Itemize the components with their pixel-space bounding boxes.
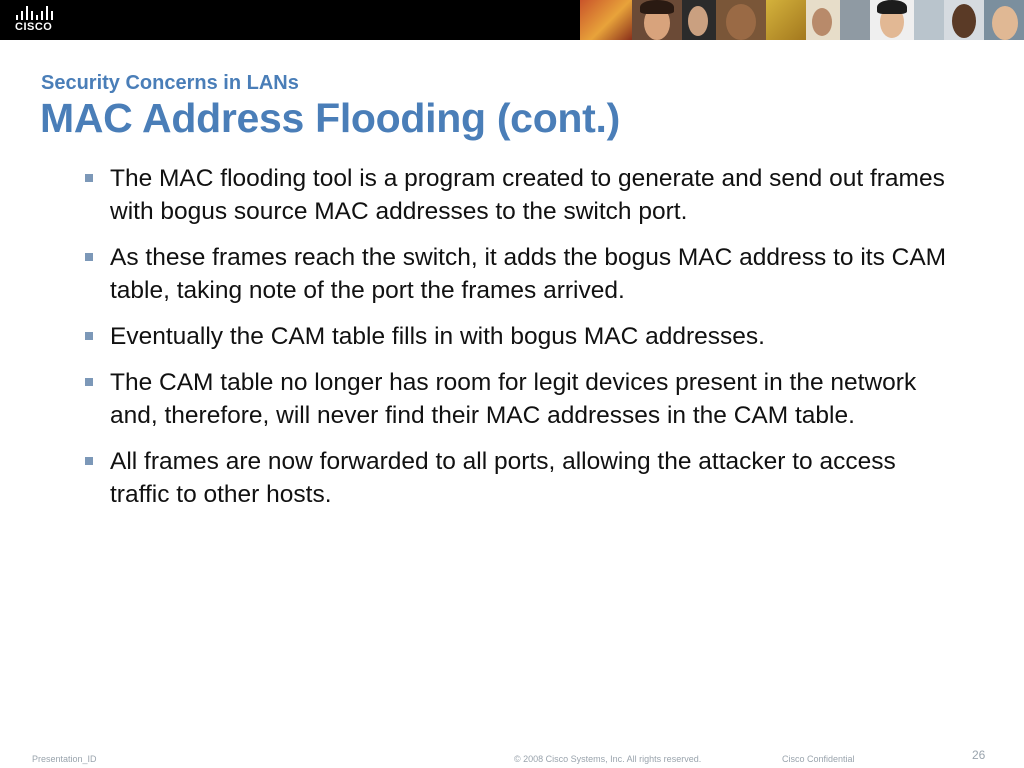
photo-tile [984,0,1024,40]
photo-collage-strip [580,0,1024,40]
cisco-bars-icon [16,6,56,20]
bullet-text: All frames are now forwarded to all ports, allowing the attacker to access traffic to other hosts. [110,448,896,508]
copyright-notice: © 2008 Cisco Systems, Inc. All rights reserved. [514,754,702,764]
square-bullet-icon [85,378,93,386]
bullet-text: The CAM table no longer has room for legit devices present in the network and, therefore, will never find their MAC addresses in the CAM table. [110,369,917,429]
cisco-logo [12,4,64,36]
square-bullet-icon [85,253,93,261]
page-number: 26 [972,748,986,762]
bullet-list [85,162,955,524]
bullet-item [85,320,955,353]
bullet-item [85,162,955,228]
photo-tile [806,0,840,40]
photo-tile [914,0,944,40]
slide-subtitle: Security Concerns in LANs [41,72,299,94]
photo-tile [716,0,766,40]
photo-tile [944,0,984,40]
header-banner [0,0,1024,40]
bullet-item [85,241,955,307]
presentation-id: Presentation_ID [32,754,97,764]
slide-title: MAC Address Flooding (cont.) [40,95,620,141]
square-bullet-icon [85,174,93,182]
bullet-text: The MAC flooding tool is a program created to generate and send out frames with bogus source MAC addresses to the switch port. [110,165,945,225]
square-bullet-icon [85,332,93,340]
photo-tile [840,0,870,40]
photo-tile [870,0,914,40]
bullet-item [85,445,955,511]
bullet-text: Eventually the CAM table fills in with bogus MAC addresses. [110,323,765,350]
bullet-text: As these frames reach the switch, it adds the bogus MAC address to its CAM table, taking note of the port the frames arrived. [110,244,947,304]
bullet-item [85,366,955,432]
confidential-label: Cisco Confidential [782,754,855,764]
square-bullet-icon [85,457,93,465]
photo-tile [766,0,806,40]
photo-tile [682,0,716,40]
cisco-logo-text: CISCO [15,21,53,33]
photo-tile [632,0,682,40]
photo-tile [580,0,632,40]
